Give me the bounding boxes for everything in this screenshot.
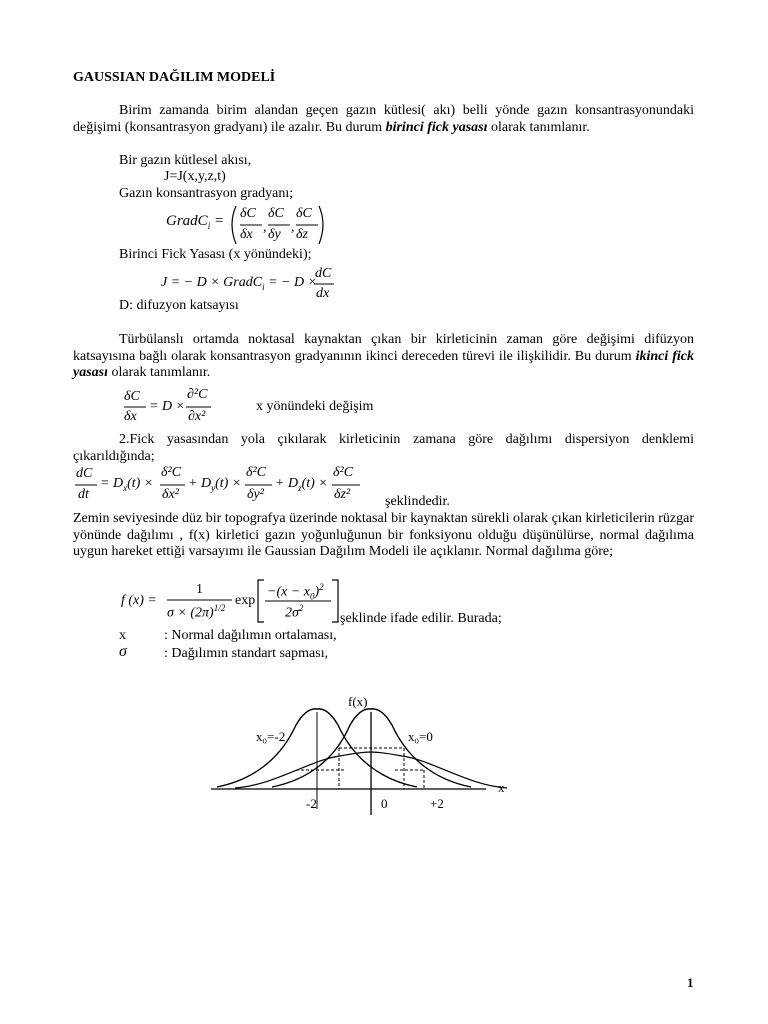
tick-label-minus-2: -2 [306,796,317,811]
seklindedir-label: şeklindedir. [385,494,450,509]
gradient-line: Gazın konsantrasyon gradyanı; [119,186,294,201]
definition-sigma-text: : Dağılımın standart sapması, [164,646,329,661]
paragraph-dispersion: 2.Fick yasasından yola çıkılarak kirleticinin zamana göre dağılımı dispersiyon denklemi çıkarıldığında; [73,432,694,464]
fx-axis-label: f(x) [348,694,368,709]
tick-label-0: 0 [381,796,388,811]
paragraph-fick2: Türbülanslı ortamda noktasal kaynaktan çıkan bir kirleticinin zaman göre değişimi difüzyon katsayısına bağlı olarak konsantrasyon gradyanının ikinci dereceden türevi ile ilişkilidir. Bu durum ikinci fick yasası olarak tanımlanır. [73,332,694,380]
page-number: 1 [687,975,694,990]
flux-formula: J=J(x,y,z,t) [164,169,226,184]
x-direction-label: x yönündeki değişim [256,399,374,414]
curve-label-0: x₀=0 [408,729,433,744]
paragraph-fick1: Birim zamanda birim alandan geçen gazın kütlesi( akı) belli yönde gazın konsantrasyonundaki değişimi (konsantrasyon gradyanı) ile azalır. Bu durum birinci fick yasası olarak tanımlanır. [73,103,694,135]
curve-label-minus-2: x₀=-2 [256,729,286,744]
definition-x-symbol: x [119,628,126,643]
flux-line: Bir gazın kütlesel akısı, [119,153,252,168]
fick1-line: Birinci Fick Yasası (x yönündeki); [119,247,312,262]
ifade-label: şeklinde ifade edilir. Burada; [340,611,502,626]
tick-label-plus-2: +2 [430,796,444,811]
x-axis-label: x [498,780,505,795]
diffusion-coefficient-line: D: difuzyon katsayısı [119,298,239,313]
page-title: GAUSSIAN DAĞILIM MODELİ [73,70,276,85]
definition-sigma-symbol: σ [119,643,127,660]
definition-x-text: : Normal dağılımın ortalaması, [164,628,337,643]
paragraph-gaussian: Zemin seviyesinde düz bir topografya üzerinde noktasal bir kaynaktan sürekli olarak çıkan kirleticilerin rüzgar yönünde dağılımı , f(x) kirletici gazın yoğunluğunun bir fonksiyonu olduğu düşünülürse, normal dağılıma uygun hareket ettiği varsayımı ile Gaussian Dağılım Modeli ile açıklanır. Normal dağılıma göre; [73,511,694,559]
